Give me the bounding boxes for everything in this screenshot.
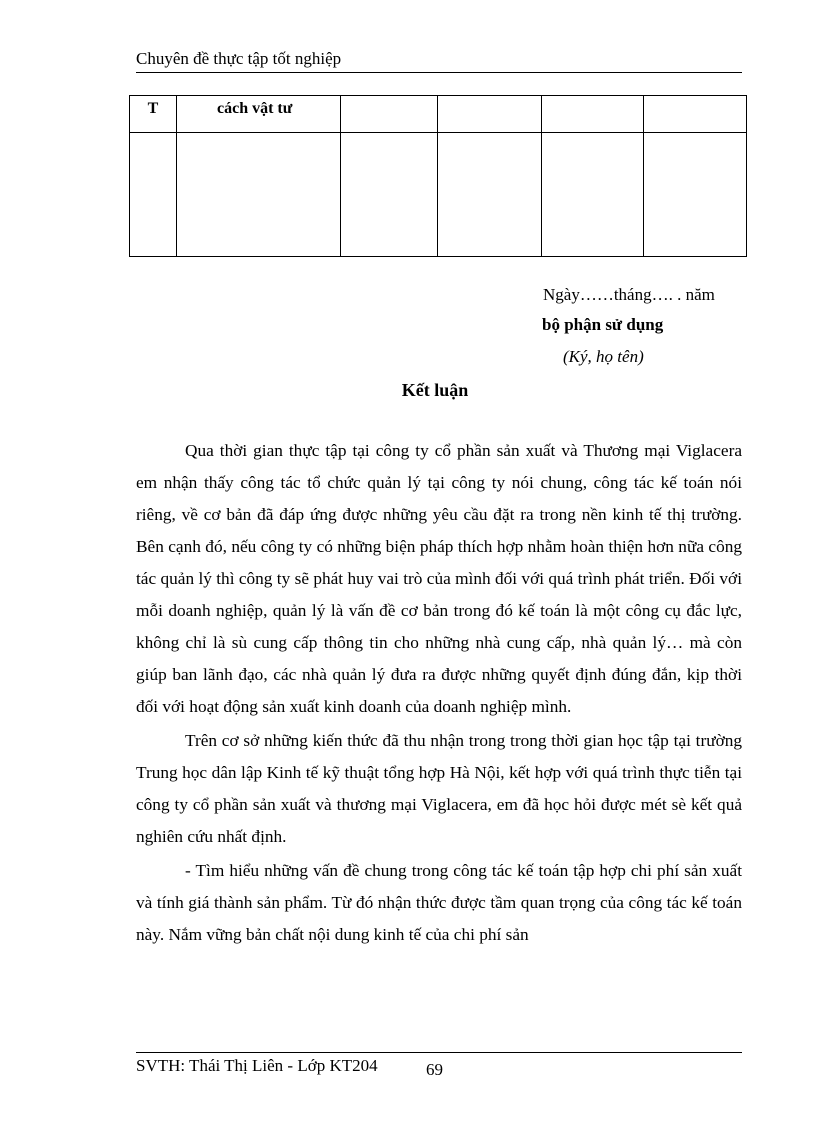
table-cell <box>341 133 438 257</box>
table-header-cell <box>542 96 644 133</box>
signature-date: Ngày……tháng…. . năm <box>543 285 715 304</box>
table-cell <box>542 133 644 257</box>
materials-table <box>129 95 747 257</box>
page-header <box>136 48 742 73</box>
table-header-cell <box>438 96 542 133</box>
paragraph: - Tìm hiểu những vấn đề chung trong công tác kế toán tập hợp chi phí sản xuất và tính giá thành sản phẩm. Từ đó nhận thức được tầm quan trọng của công tác kế toán này. Nắm vững bản chất nội dung kinh tế của chi phí sản <box>136 861 742 944</box>
table-header-row <box>130 96 747 133</box>
paragraph: Trên cơ sở những kiến thức đã thu nhận trong trong thời gian học tập tại trường Trung học dân lập Kinh tế kỹ thuật tổng hợp Hà Nội, kết hợp với quá trình thực tiễn tại công ty cổ phần sản xuất và thương mại Viglacera, em đã học hỏi được mét sè kết quả nghiên cứu nhất định. <box>136 731 742 846</box>
paragraph: Qua thời gian thực tập tại công ty cổ phần sản xuất và Thương mại Viglacera em nhận thấy công tác tổ chức quản lý tại công ty nói chung, công tác kế toán nói riêng, về cơ bản đã đáp ứng được những yêu cầu đặt ra trong nền kinh tế thị trường. Bên cạnh đó, nếu công ty có những biện pháp thích hợp nhằm hoàn thiện hơn nữa công tác quản lý thì công ty sẽ phát huy vai trò của mình đối với quá trình phát triển. Đối với mỗi doanh nghiệp, quản lý là vấn đề cơ bản trong đó kế toán là một công cụ đắc lực, không chỉ là sù cung cấp thông tin cho những nhà cung cấp, nhà quản lý… mà còn giúp ban lãnh đạo, các nhà quản lý đưa ra được những quyết định đúng đắn, kịp thời đối với hoạt động sản xuất kinh doanh của doanh nghiệp mình. <box>136 441 742 716</box>
table-header-cell: cách vật tư <box>177 96 341 133</box>
signature-department: bộ phận sử dụng <box>542 315 664 334</box>
page-number: 69 <box>426 1060 443 1079</box>
signature-note: (Ký, họ tên) <box>563 347 644 366</box>
body-text <box>136 435 742 953</box>
header-title: Chuyên đề thực tập tốt nghiệp <box>136 49 342 68</box>
footer-student: SVTH: Thái Thị Liên - Lớp KT204 <box>136 1056 378 1075</box>
table-row <box>130 133 747 257</box>
table-cell <box>130 133 177 257</box>
section-title: Kết luận <box>401 380 469 400</box>
table-cell <box>438 133 542 257</box>
table-header-cell <box>341 96 438 133</box>
table-cell <box>177 133 341 257</box>
table-cell <box>644 133 747 257</box>
table-header-cell: T <box>130 96 177 133</box>
table-header-cell <box>644 96 747 133</box>
footer-divider <box>136 1052 742 1053</box>
